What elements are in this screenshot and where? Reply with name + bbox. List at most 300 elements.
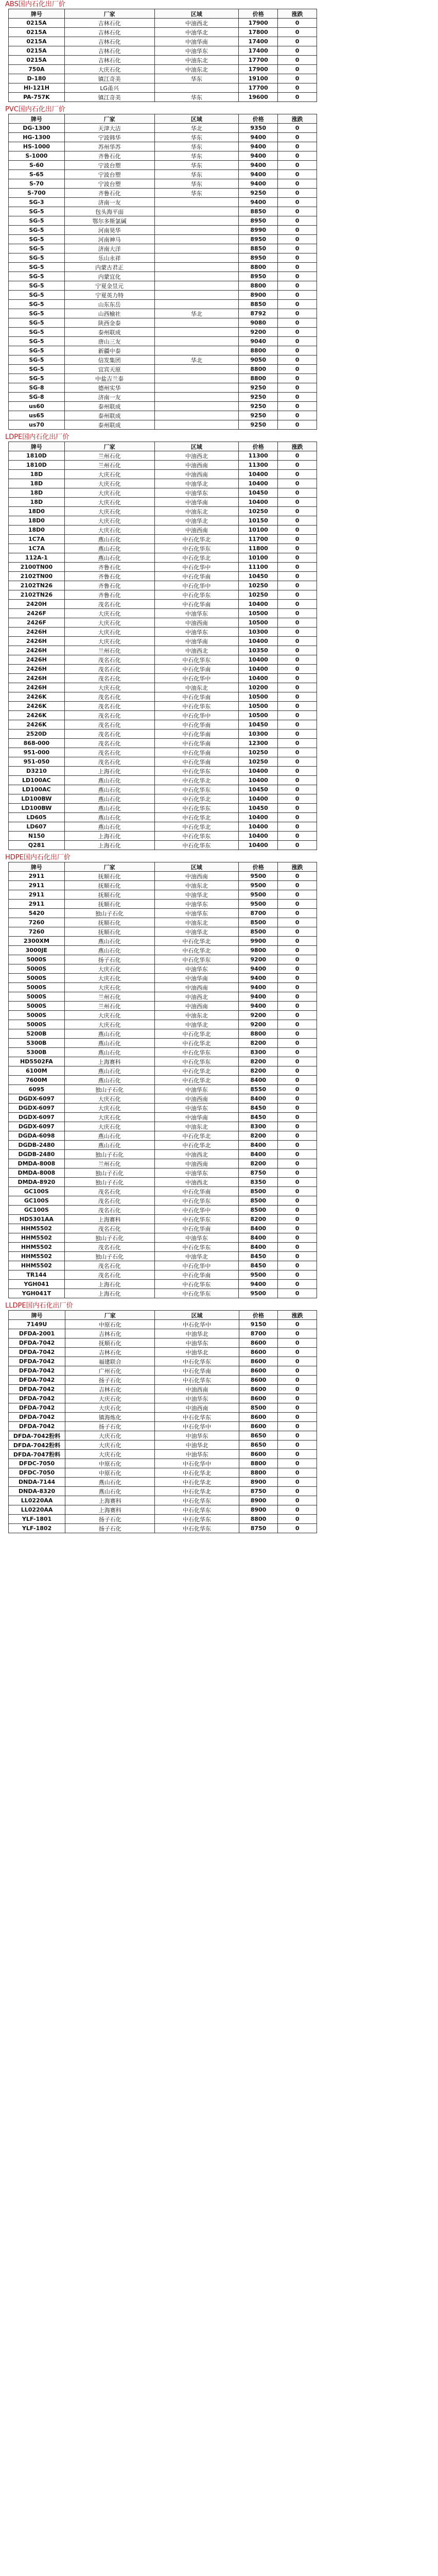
maker-cell: 上海石化 bbox=[64, 832, 154, 841]
table-row bbox=[9, 739, 317, 748]
region-cell: 中油西南 bbox=[154, 1094, 239, 1104]
maker-cell: 宁夏英力特 bbox=[64, 291, 154, 300]
table-row bbox=[9, 1076, 317, 1085]
maker-cell: 信发集团 bbox=[64, 355, 154, 365]
price-cell: 9500 bbox=[239, 1270, 278, 1280]
table-row bbox=[9, 291, 317, 300]
change-cell: 0 bbox=[278, 1020, 317, 1029]
maker-cell: 苏州华苏 bbox=[64, 142, 154, 151]
maker-cell: 上海赛科 bbox=[65, 1496, 155, 1505]
table-row bbox=[9, 544, 317, 553]
grade-cell: 0215A bbox=[9, 19, 65, 28]
price-cell: 10500 bbox=[239, 702, 278, 711]
region-cell: 华东 bbox=[154, 133, 239, 142]
price-cell: 9400 bbox=[239, 983, 278, 992]
maker-cell: 抚顺石化 bbox=[64, 900, 154, 909]
change-cell: 0 bbox=[278, 124, 317, 133]
maker-cell: 燕山石化 bbox=[64, 1131, 154, 1141]
region-cell: 华东 bbox=[154, 142, 239, 151]
change-cell: 0 bbox=[278, 535, 317, 544]
region-cell: 中石化华东 bbox=[154, 841, 239, 850]
price-cell: 10150 bbox=[239, 516, 278, 526]
price-section bbox=[4, 853, 434, 1301]
price-cell: 8450 bbox=[239, 1261, 278, 1270]
region-cell: 中油东北 bbox=[154, 56, 239, 65]
change-cell: 0 bbox=[278, 470, 317, 479]
region-cell: 中油华北 bbox=[155, 1440, 239, 1450]
grade-cell: LD607 bbox=[9, 822, 65, 832]
maker-cell: 齐鲁石化 bbox=[64, 151, 154, 161]
region-cell: 中油西北 bbox=[154, 1150, 239, 1159]
grade-cell: 18D0 bbox=[9, 526, 65, 535]
region-cell: 中油华东 bbox=[154, 964, 239, 974]
change-cell: 0 bbox=[278, 655, 317, 665]
table-row bbox=[9, 665, 317, 674]
region-cell: 中油东北 bbox=[154, 918, 239, 927]
maker-cell: 济南大洋 bbox=[64, 244, 154, 253]
price-cell: 8800 bbox=[239, 1468, 278, 1478]
maker-cell: 燕山石化 bbox=[64, 794, 154, 804]
maker-cell: 兰州石化 bbox=[64, 646, 154, 655]
change-cell: 0 bbox=[278, 1196, 317, 1206]
maker-cell: 大庆石化 bbox=[64, 1104, 154, 1113]
region-cell bbox=[154, 393, 239, 402]
grade-cell: 5300B bbox=[9, 1039, 65, 1048]
region-cell: 华东 bbox=[154, 93, 239, 102]
price-cell: 9200 bbox=[239, 1020, 278, 1029]
grade-cell: 5000S bbox=[9, 955, 65, 964]
price-cell: 17900 bbox=[239, 65, 278, 74]
change-cell: 0 bbox=[278, 665, 317, 674]
maker-cell: 扬子石化 bbox=[65, 1515, 155, 1524]
region-cell bbox=[154, 337, 239, 346]
price-cell: 8450 bbox=[239, 1104, 278, 1113]
table-row bbox=[9, 1085, 317, 1094]
change-cell: 0 bbox=[278, 393, 317, 402]
price-cell: 8200 bbox=[239, 1215, 278, 1224]
region-cell: 中油西南 bbox=[155, 1385, 239, 1394]
grade-cell: 5000S bbox=[9, 1020, 65, 1029]
region-cell: 中油西南 bbox=[154, 1002, 239, 1011]
grade-cell: SG-5 bbox=[9, 226, 65, 235]
price-cell: 9250 bbox=[239, 383, 278, 393]
maker-cell: 燕山石化 bbox=[64, 553, 154, 563]
table-row bbox=[9, 563, 317, 572]
change-cell: 0 bbox=[278, 1206, 317, 1215]
price-cell: 17700 bbox=[239, 83, 278, 93]
maker-cell: 大庆石化 bbox=[65, 1431, 155, 1440]
grade-cell: S-60 bbox=[9, 161, 65, 170]
change-cell: 0 bbox=[278, 1261, 317, 1270]
column-header: 区域 bbox=[154, 862, 239, 872]
change-cell: 0 bbox=[278, 479, 317, 488]
region-cell bbox=[154, 272, 239, 281]
table-row bbox=[9, 937, 317, 946]
region-cell: 中油华北 bbox=[154, 479, 239, 488]
region-cell: 中石化华北 bbox=[154, 794, 239, 804]
region-cell: 中油东北 bbox=[154, 683, 239, 692]
table-row bbox=[9, 974, 317, 983]
grade-cell: DGDX-6097 bbox=[9, 1094, 65, 1104]
grade-cell: DMDA-8920 bbox=[9, 1178, 65, 1187]
change-cell: 0 bbox=[278, 19, 317, 28]
grade-cell: GC100S bbox=[9, 1206, 65, 1215]
grade-cell: DFDA-7042 bbox=[9, 1422, 65, 1431]
maker-cell: 河南昊华 bbox=[64, 226, 154, 235]
change-cell: 0 bbox=[278, 1338, 317, 1348]
change-cell: 0 bbox=[278, 1131, 317, 1141]
change-cell: 0 bbox=[278, 918, 317, 927]
region-cell: 中石化华东 bbox=[154, 1243, 239, 1252]
maker-cell: 宁波台塑 bbox=[64, 170, 154, 179]
change-cell: 0 bbox=[278, 946, 317, 955]
table-row bbox=[9, 216, 317, 226]
change-cell: 0 bbox=[278, 563, 317, 572]
table-row bbox=[9, 1020, 317, 1029]
grade-cell: DGDX-6097 bbox=[9, 1122, 65, 1131]
maker-cell: 天津大沽 bbox=[64, 124, 154, 133]
change-cell: 0 bbox=[278, 1085, 317, 1094]
region-cell: 中石化华北 bbox=[154, 1029, 239, 1039]
change-cell: 0 bbox=[278, 300, 317, 309]
price-section bbox=[4, 433, 434, 853]
table-header-row bbox=[9, 114, 317, 124]
region-cell: 中油华东 bbox=[154, 1085, 239, 1094]
price-cell: 8400 bbox=[239, 1233, 278, 1243]
table-header-row bbox=[9, 9, 317, 19]
maker-cell: 大庆石化 bbox=[64, 637, 154, 646]
grade-cell: SG-5 bbox=[9, 328, 65, 337]
maker-cell: 茂名石化 bbox=[64, 711, 154, 720]
price-cell: 8400 bbox=[239, 1150, 278, 1159]
region-cell: 中石化华南 bbox=[154, 1270, 239, 1280]
grade-cell: SG-3 bbox=[9, 198, 65, 207]
change-cell: 0 bbox=[278, 1487, 317, 1496]
grade-cell: SG-5 bbox=[9, 291, 65, 300]
grade-cell: 2426K bbox=[9, 711, 65, 720]
grade-cell: DFDA-7042 bbox=[9, 1366, 65, 1376]
grade-cell: HD5301AA bbox=[9, 1215, 65, 1224]
maker-cell: 茂名石化 bbox=[64, 739, 154, 748]
change-cell: 0 bbox=[278, 1320, 317, 1329]
change-cell: 0 bbox=[278, 909, 317, 918]
grade-cell: HHM5502 bbox=[9, 1252, 65, 1261]
table-row bbox=[9, 946, 317, 955]
maker-cell: 吉林石化 bbox=[64, 56, 154, 65]
grade-cell: 7260 bbox=[9, 927, 65, 937]
column-header: 厂家 bbox=[65, 1311, 155, 1320]
column-header: 牌号 bbox=[9, 9, 65, 19]
region-cell bbox=[154, 244, 239, 253]
table-row bbox=[9, 1122, 317, 1131]
maker-cell: 扬子石化 bbox=[65, 1422, 155, 1431]
table-header-row bbox=[9, 1311, 317, 1320]
table-row bbox=[9, 1002, 317, 1011]
grade-cell: 2426F bbox=[9, 618, 65, 628]
region-cell: 中石化华东 bbox=[154, 1048, 239, 1057]
change-cell: 0 bbox=[278, 1122, 317, 1131]
change-cell: 0 bbox=[278, 374, 317, 383]
change-cell: 0 bbox=[278, 1094, 317, 1104]
region-cell: 华北 bbox=[154, 309, 239, 318]
region-cell: 华东 bbox=[154, 189, 239, 198]
grade-cell: DFDA-7042 bbox=[9, 1338, 65, 1348]
price-cell: 8350 bbox=[239, 1178, 278, 1187]
region-cell: 中油华北 bbox=[155, 1329, 239, 1338]
table-row bbox=[9, 1505, 317, 1515]
region-cell bbox=[154, 281, 239, 291]
grade-cell: YGH041T bbox=[9, 1289, 65, 1298]
table-row bbox=[9, 1366, 317, 1376]
price-cell: 10400 bbox=[239, 841, 278, 850]
price-cell: 10400 bbox=[239, 832, 278, 841]
maker-cell: 扬子石化 bbox=[65, 1376, 155, 1385]
change-cell: 0 bbox=[278, 618, 317, 628]
change-cell: 0 bbox=[278, 309, 317, 318]
change-cell: 0 bbox=[278, 507, 317, 516]
maker-cell: 泰州联成 bbox=[64, 411, 154, 420]
price-table bbox=[8, 442, 317, 850]
change-cell: 0 bbox=[278, 253, 317, 263]
table-row bbox=[9, 590, 317, 600]
region-cell bbox=[154, 216, 239, 226]
maker-cell: 扬子石化 bbox=[64, 955, 154, 964]
region-cell: 中石化华东 bbox=[155, 1413, 239, 1422]
table-row bbox=[9, 1131, 317, 1141]
region-cell: 华东 bbox=[154, 170, 239, 179]
table-row bbox=[9, 411, 317, 420]
price-cell: 8200 bbox=[239, 1039, 278, 1048]
maker-cell: 山西榆社 bbox=[64, 309, 154, 318]
column-header: 价格 bbox=[239, 862, 278, 872]
region-cell bbox=[154, 411, 239, 420]
grade-cell: LD605 bbox=[9, 813, 65, 822]
price-cell: 9250 bbox=[239, 411, 278, 420]
price-cell: 9400 bbox=[239, 992, 278, 1002]
maker-cell: 独山子石化 bbox=[64, 1168, 154, 1178]
change-cell: 0 bbox=[278, 804, 317, 813]
table-row bbox=[9, 526, 317, 535]
price-cell: 17400 bbox=[239, 46, 278, 56]
change-cell: 0 bbox=[278, 1057, 317, 1066]
change-cell: 0 bbox=[278, 189, 317, 198]
grade-cell: 2426H bbox=[9, 646, 65, 655]
table-row bbox=[9, 488, 317, 498]
change-cell: 0 bbox=[278, 553, 317, 563]
change-cell: 0 bbox=[278, 1178, 317, 1187]
grade-cell: us70 bbox=[9, 420, 65, 430]
table-row bbox=[9, 1385, 317, 1394]
region-cell: 中石化华南 bbox=[154, 757, 239, 767]
region-cell: 中油西南 bbox=[154, 470, 239, 479]
grade-cell: SG-5 bbox=[9, 309, 65, 318]
price-cell: 8600 bbox=[239, 1376, 278, 1385]
region-cell: 中石化华南 bbox=[155, 1366, 239, 1376]
table-row bbox=[9, 498, 317, 507]
price-section bbox=[4, 0, 434, 105]
price-cell: 10450 bbox=[239, 720, 278, 730]
table-header-row bbox=[9, 442, 317, 451]
region-cell: 中油华东 bbox=[154, 628, 239, 637]
table-row bbox=[9, 1524, 317, 1533]
price-cell: 19100 bbox=[239, 74, 278, 83]
table-row bbox=[9, 822, 317, 832]
price-cell: 9500 bbox=[239, 881, 278, 890]
region-cell: 中石化华东 bbox=[154, 655, 239, 665]
price-cell: 8650 bbox=[239, 1431, 278, 1440]
price-cell: 9400 bbox=[239, 964, 278, 974]
change-cell: 0 bbox=[278, 1403, 317, 1413]
price-cell: 9400 bbox=[239, 151, 278, 161]
region-cell: 中油东北 bbox=[154, 507, 239, 516]
price-cell: 9250 bbox=[239, 393, 278, 402]
change-cell: 0 bbox=[278, 964, 317, 974]
maker-cell: 燕山石化 bbox=[64, 1076, 154, 1085]
grade-cell: 2102TN26 bbox=[9, 581, 65, 590]
grade-cell: 5000S bbox=[9, 983, 65, 992]
price-cell: 8400 bbox=[239, 1141, 278, 1150]
section-gap bbox=[4, 1533, 434, 1536]
region-cell: 中油西南 bbox=[154, 526, 239, 535]
table-row bbox=[9, 1487, 317, 1496]
region-cell bbox=[154, 318, 239, 328]
grade-cell: HG-1300 bbox=[9, 133, 65, 142]
column-header: 价格 bbox=[239, 114, 278, 124]
table-row bbox=[9, 272, 317, 281]
region-cell bbox=[154, 328, 239, 337]
maker-cell: 新疆中泰 bbox=[64, 346, 154, 355]
maker-cell: 燕山石化 bbox=[64, 1048, 154, 1057]
table-row bbox=[9, 1289, 317, 1298]
table-row bbox=[9, 1376, 317, 1385]
price-cell: 9400 bbox=[239, 179, 278, 189]
grade-cell: DGDB-2480 bbox=[9, 1150, 65, 1159]
maker-cell: 镇江奇美 bbox=[64, 74, 154, 83]
change-cell: 0 bbox=[278, 1440, 317, 1450]
price-cell: 8600 bbox=[239, 1422, 278, 1431]
region-cell bbox=[154, 402, 239, 411]
change-cell: 0 bbox=[278, 65, 317, 74]
price-cell: 8850 bbox=[239, 300, 278, 309]
change-cell: 0 bbox=[278, 74, 317, 83]
price-table bbox=[8, 1310, 317, 1533]
price-cell: 10500 bbox=[239, 711, 278, 720]
maker-cell: 济南一友 bbox=[64, 393, 154, 402]
grade-cell: DFDA-7042 bbox=[9, 1394, 65, 1403]
change-cell: 0 bbox=[278, 1431, 317, 1440]
region-cell: 中石化华南 bbox=[154, 665, 239, 674]
column-header: 区域 bbox=[154, 442, 239, 451]
grade-cell: 7260 bbox=[9, 918, 65, 927]
column-header: 厂家 bbox=[64, 862, 154, 872]
region-cell: 中石化华东 bbox=[154, 804, 239, 813]
region-cell: 中油西南 bbox=[154, 1159, 239, 1168]
change-cell: 0 bbox=[278, 955, 317, 964]
maker-cell: 大庆石化 bbox=[64, 1122, 154, 1131]
grade-cell: 5000S bbox=[9, 1011, 65, 1020]
table-row bbox=[9, 1113, 317, 1122]
change-cell: 0 bbox=[278, 572, 317, 581]
grade-cell: 2426F bbox=[9, 609, 65, 618]
table-row bbox=[9, 872, 317, 881]
region-cell: 中油华东 bbox=[154, 1233, 239, 1243]
maker-cell: 燕山石化 bbox=[64, 776, 154, 785]
region-cell: 中油华南 bbox=[154, 37, 239, 46]
region-cell: 中石化华南 bbox=[154, 730, 239, 739]
change-cell: 0 bbox=[278, 1496, 317, 1505]
region-cell: 中油华东 bbox=[154, 1168, 239, 1178]
table-row bbox=[9, 263, 317, 272]
grade-cell: SG-8 bbox=[9, 393, 65, 402]
table-row bbox=[9, 1280, 317, 1289]
change-cell: 0 bbox=[278, 1280, 317, 1289]
grade-cell: 3000JE bbox=[9, 946, 65, 955]
maker-cell: 大庆石化 bbox=[64, 479, 154, 488]
change-cell: 0 bbox=[278, 1011, 317, 1020]
table-row bbox=[9, 1011, 317, 1020]
price-cell: 9350 bbox=[239, 124, 278, 133]
maker-cell: 大庆石化 bbox=[65, 1440, 155, 1450]
maker-cell: 大庆石化 bbox=[64, 516, 154, 526]
grade-cell: DFDA-7042 bbox=[9, 1348, 65, 1357]
table-row bbox=[9, 253, 317, 263]
grade-cell: SG-5 bbox=[9, 355, 65, 365]
grade-cell: 5000S bbox=[9, 964, 65, 974]
price-cell: 9080 bbox=[239, 318, 278, 328]
grade-cell: 2426H bbox=[9, 665, 65, 674]
change-cell: 0 bbox=[278, 291, 317, 300]
table-row bbox=[9, 1496, 317, 1505]
change-cell: 0 bbox=[278, 451, 317, 461]
table-row bbox=[9, 355, 317, 365]
change-cell: 0 bbox=[278, 151, 317, 161]
change-cell: 0 bbox=[278, 272, 317, 281]
price-cell: 9400 bbox=[239, 133, 278, 142]
grade-cell: 18D bbox=[9, 479, 65, 488]
table-row bbox=[9, 328, 317, 337]
maker-cell: 上海石化 bbox=[64, 841, 154, 850]
price-cell: 10450 bbox=[239, 572, 278, 581]
region-cell: 华东 bbox=[154, 179, 239, 189]
change-cell: 0 bbox=[278, 628, 317, 637]
table-row bbox=[9, 318, 317, 328]
table-row bbox=[9, 1394, 317, 1403]
price-cell: 10400 bbox=[239, 479, 278, 488]
change-cell: 0 bbox=[278, 872, 317, 881]
grade-cell: SG-8 bbox=[9, 383, 65, 393]
price-cell: 10400 bbox=[239, 776, 278, 785]
table-row bbox=[9, 93, 317, 102]
table-row bbox=[9, 794, 317, 804]
region-cell: 中石化华北 bbox=[154, 535, 239, 544]
region-cell: 中石化华东 bbox=[155, 1524, 239, 1533]
change-cell: 0 bbox=[278, 1385, 317, 1394]
maker-cell: 上海赛科 bbox=[64, 1215, 154, 1224]
maker-cell: 上海石化 bbox=[64, 1280, 154, 1289]
table-row bbox=[9, 1187, 317, 1196]
region-cell bbox=[154, 346, 239, 355]
price-cell: 8800 bbox=[239, 1459, 278, 1468]
price-cell: 8900 bbox=[239, 1496, 278, 1505]
table-row bbox=[9, 804, 317, 813]
price-cell: 8600 bbox=[239, 1357, 278, 1366]
region-cell: 中石化华中 bbox=[155, 1320, 239, 1329]
change-cell: 0 bbox=[278, 488, 317, 498]
price-cell: 8400 bbox=[239, 1094, 278, 1104]
maker-cell: 陕西金泰 bbox=[64, 318, 154, 328]
grade-cell: 2426K bbox=[9, 720, 65, 730]
table-row bbox=[9, 1150, 317, 1159]
